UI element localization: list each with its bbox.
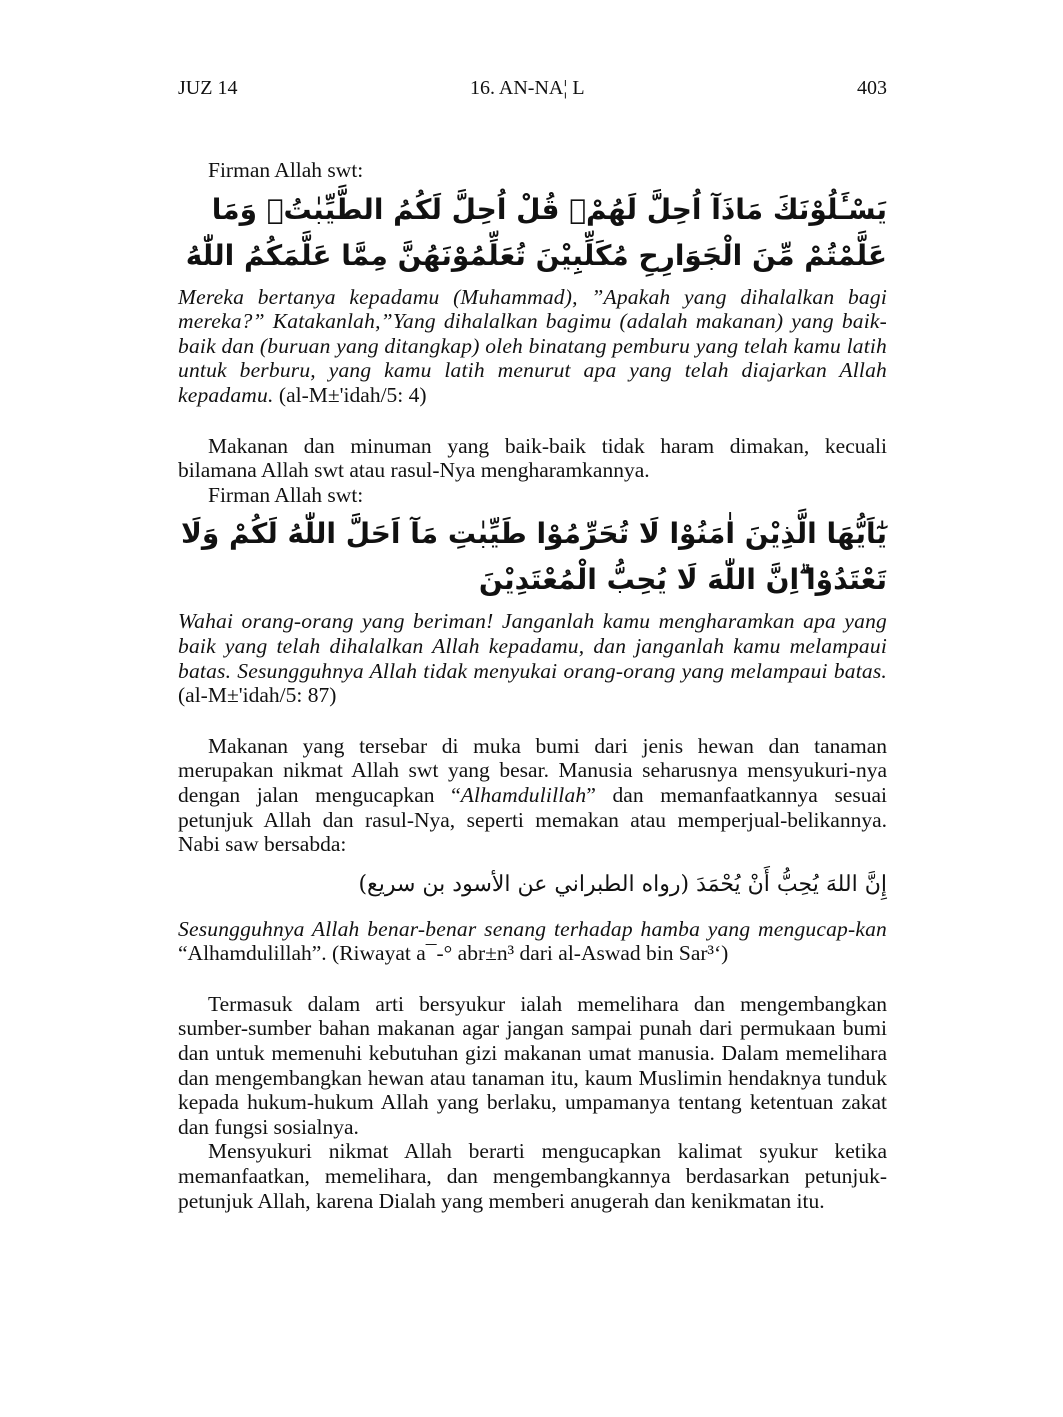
verse-intro: Firman Allah swt: (208, 482, 364, 507)
paragraph: Mensyukuri nikmat Allah berarti mengucapkan kalimat syukur ketika memanfaatkan, memelihara, dan mengembangkannya berdasarkan petunjuk-petunjuk Allah, karena Dialah yang memberi anugerah dan kenikmatan itu. (178, 1139, 887, 1213)
verse-intro: Firman Allah swt: (208, 158, 364, 182)
page-number: 403 (857, 77, 887, 99)
surah-title: 16. AN-NA¦ L (470, 77, 585, 99)
verse-translation (178, 285, 887, 408)
hadith-citation: “Alhamdulillah”. (Riwayat a¯-° abr±n³ dari al-Aswad bin Sar³‘) (178, 941, 729, 966)
paragraph: Termasuk dalam arti bersyukur ialah memelihara dan mengembangkan sumber-sumber bahan makanan agar jangan sampai punah dari permukaan bumi dan untuk memenuhi kebutuhan gizi makanan umat manusia. Dalam memelihara dan mengembangkan hewan atau tanaman itu, kaum Muslimin hendaknya tunduk kepada hukum-hukum Allah yang berlaku, umpamanya tentang ketentuan zakat dan fungsi sosialnya. (178, 991, 887, 1139)
hadith-arabic: إِنَّ اللهَ يُحِبُّ أَنْ يُحْمَدَ (رواه الطبراني عن الأسود بن سريع) (358, 871, 887, 897)
page-body (178, 158, 887, 1213)
running-header (178, 76, 887, 102)
text: Makanan yang tersebar di muka bumi dari jenis hewan dan tanaman merupakan nikmat Allah swt yang besar. Manusia seharusnya mensyukuri-nya dengan jalan mengucapkan “ (178, 733, 887, 807)
text: ” dan memanfaatkannya sesuai petunjuk Allah dan rasul-Nya, seperti memakan atau memperjual-belikannya. Nabi saw bersabda: (178, 782, 887, 857)
juz-label: JUZ 14 (178, 77, 238, 99)
hadith-translation (178, 917, 887, 966)
paragraph (178, 734, 887, 857)
paragraph: Makanan dan minuman yang baik-baik tidak haram dimakan, kecuali bilamana Allah swt atau rasul-Nya mengharamkannya. (178, 433, 887, 483)
translation-text: Sesungguhnya Allah benar-benar senang terhadap hamba yang mengucap-kan (178, 916, 887, 941)
italic-term: Alhamdulillah (460, 782, 587, 807)
translation-text: Wahai orang-orang yang beriman! Janganlah kamu mengharamkan apa yang baik yang telah dihalalkan Allah kepadamu, dan janganlah kamu melampaui batas. Sesungguhnya Allah tidak menyukai orang-orang yang melampaui batas. (178, 609, 887, 683)
translation-text: Mereka bertanya kepadamu (Muhammad), ”Apakah yang dihalalkan bagi mereka?” Katakanlah,”Yang dihalalkan bagimu (adalah makanan) yang baik-baik dan (buruan yang ditangkap) oleh binatang pemburu yang telah kamu latih untuk berburu, yang kamu latih menurut apa yang telah diajarkan Allah kepadamu. (178, 284, 887, 407)
verse-translation (178, 609, 887, 707)
quran-verse-arabic: يَسْـَٔلُوْنَكَ مَاذَآ اُحِلَّ لَهُمْۗ قُلْ اُحِلَّ لَكُمُ الطَّيِّبٰتُۙ وَمَا عَلَّمْتُمْ مِّنَ الْجَوَارِحِ مُكَلِّبِيْنَ تُعَلِّمُوْنَهُنَّ مِمَّا عَلَّمَكُمُ اللّٰهُ (185, 192, 887, 272)
verse-citation: (al-M±'idah/5: 87) (178, 683, 337, 708)
verse-citation: (al-M±'idah/5: 4) (278, 382, 427, 407)
quran-verse-arabic: يٰٓاَيُّهَا الَّذِيْنَ اٰمَنُوْا لَا تُحَرِّمُوْا طَيِّبٰتِ مَآ اَحَلَّ اللّٰهُ لَكُمْ وَلَا تَعْتَدُوْا ۗاِنَّ اللّٰهَ لَا يُحِبُّ الْمُعْتَدِيْنَ (180, 517, 887, 597)
